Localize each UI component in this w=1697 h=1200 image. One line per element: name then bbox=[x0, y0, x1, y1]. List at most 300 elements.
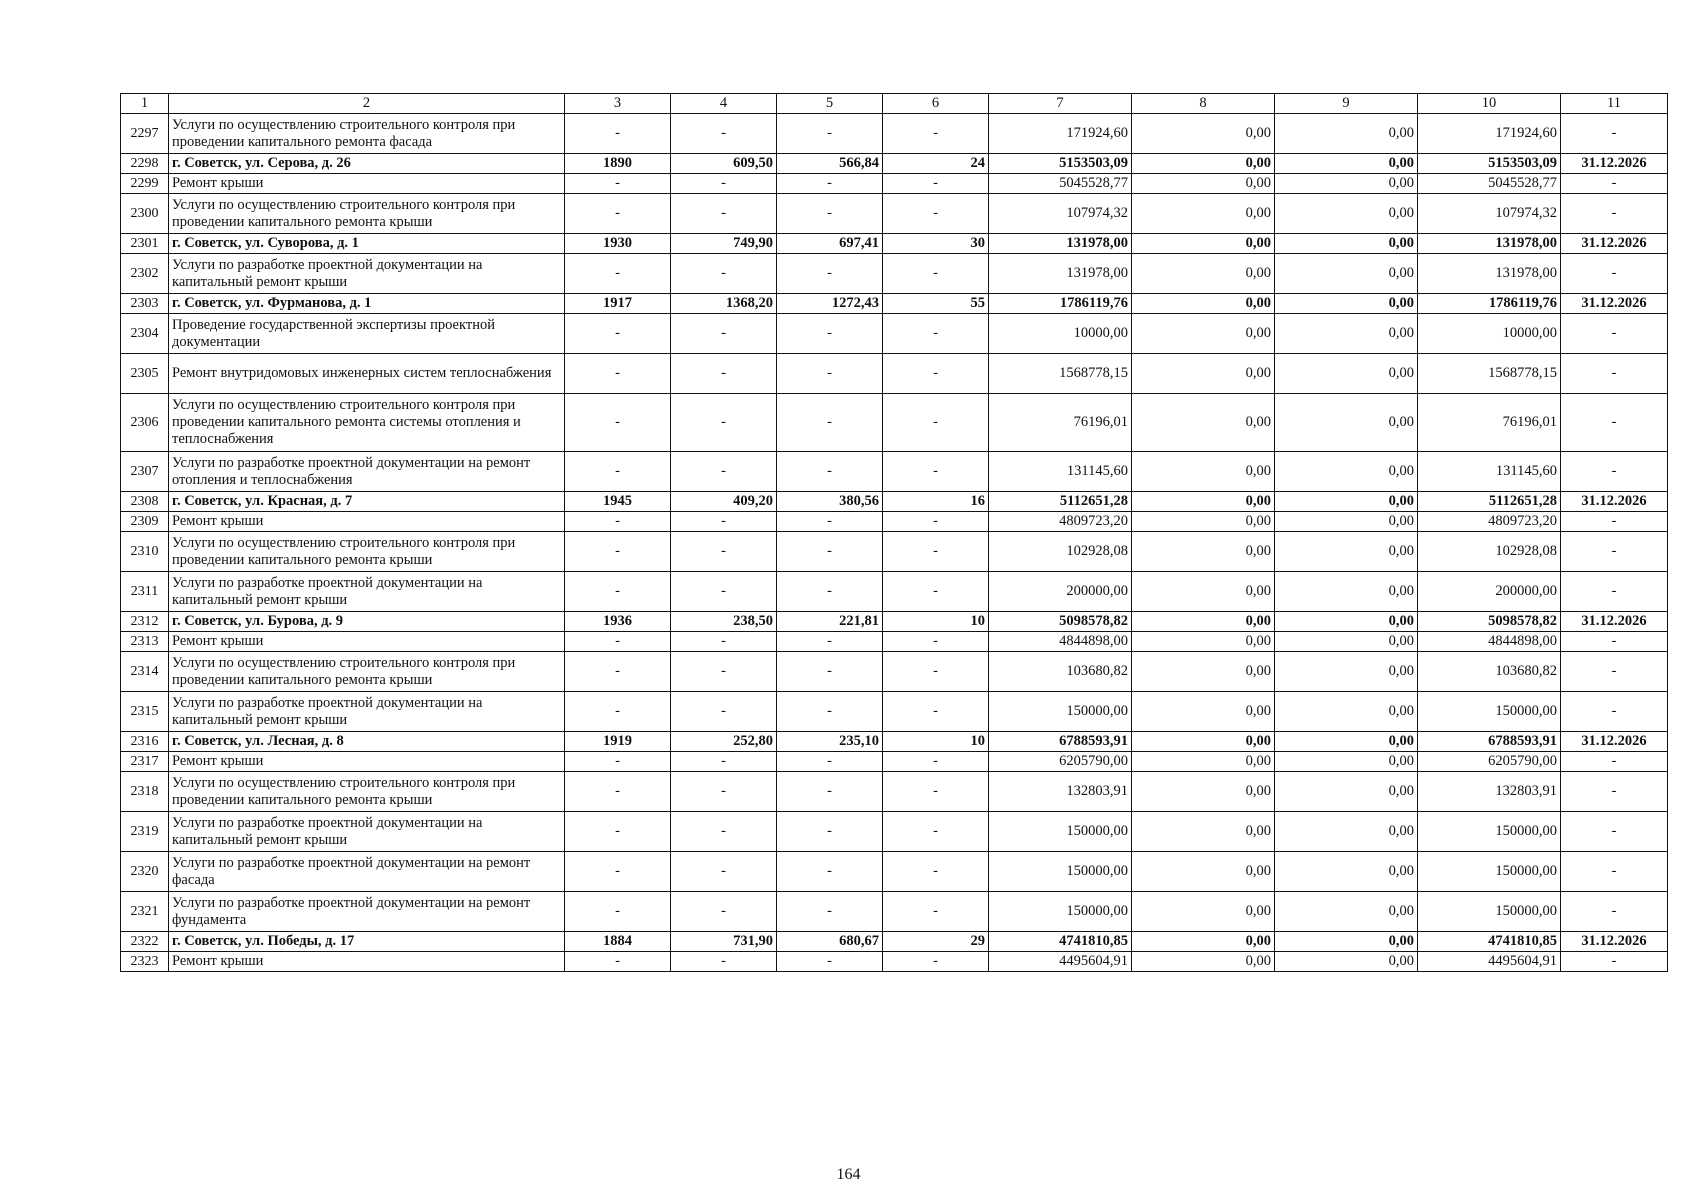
value-cell: - bbox=[777, 812, 883, 852]
amount-cell: 76196,01 bbox=[1418, 394, 1561, 452]
column-number: 7 bbox=[989, 94, 1132, 114]
column-number: 1 bbox=[121, 94, 169, 114]
row-number: 2321 bbox=[121, 892, 169, 932]
amount-cell: 0,00 bbox=[1275, 234, 1418, 254]
year-cell: - bbox=[565, 692, 671, 732]
value-cell: - bbox=[777, 314, 883, 354]
amount-cell: 5112651,28 bbox=[1418, 492, 1561, 512]
amount-cell: 150000,00 bbox=[989, 852, 1132, 892]
address-cell: г. Советск, ул. Суворова, д. 1 bbox=[169, 234, 565, 254]
deadline-cell: 31.12.2026 bbox=[1561, 732, 1668, 752]
amount-cell: 0,00 bbox=[1275, 572, 1418, 612]
value-cell: - bbox=[671, 812, 777, 852]
value-cell: - bbox=[777, 692, 883, 732]
amount-cell: 0,00 bbox=[1132, 632, 1275, 652]
deadline-cell: - bbox=[1561, 114, 1668, 154]
column-number: 10 bbox=[1418, 94, 1561, 114]
work-item-row bbox=[121, 772, 1668, 812]
work-description-cell: Услуги по осуществлению строительного контроля при проведении капитального ремонта крыши bbox=[169, 652, 565, 692]
amount-cell: 0,00 bbox=[1132, 772, 1275, 812]
amount-cell: 76196,01 bbox=[989, 394, 1132, 452]
deadline-cell: 31.12.2026 bbox=[1561, 234, 1668, 254]
amount-cell: 6788593,91 bbox=[989, 732, 1132, 752]
amount-cell: 0,00 bbox=[1275, 852, 1418, 892]
amount-cell: 0,00 bbox=[1132, 752, 1275, 772]
year-cell: - bbox=[565, 114, 671, 154]
year-cell: 1919 bbox=[565, 732, 671, 752]
work-item-row bbox=[121, 314, 1668, 354]
value-cell: - bbox=[883, 572, 989, 612]
address-cell: г. Советск, ул. Бурова, д. 9 bbox=[169, 612, 565, 632]
column-number: 9 bbox=[1275, 94, 1418, 114]
address-cell: г. Советск, ул. Красная, д. 7 bbox=[169, 492, 565, 512]
value-cell: - bbox=[883, 254, 989, 294]
amount-cell: 4741810,85 bbox=[1418, 932, 1561, 952]
amount-cell: 0,00 bbox=[1275, 492, 1418, 512]
address-row bbox=[121, 234, 1668, 254]
row-number: 2305 bbox=[121, 354, 169, 394]
value-cell: 380,56 bbox=[777, 492, 883, 512]
row-number: 2300 bbox=[121, 194, 169, 234]
address-row bbox=[121, 932, 1668, 952]
amount-cell: 200000,00 bbox=[989, 572, 1132, 612]
value-cell: - bbox=[671, 752, 777, 772]
amount-cell: 0,00 bbox=[1132, 572, 1275, 612]
value-cell: - bbox=[671, 852, 777, 892]
year-cell: - bbox=[565, 532, 671, 572]
year-cell: 1936 bbox=[565, 612, 671, 632]
amount-cell: 0,00 bbox=[1132, 452, 1275, 492]
amount-cell: 107974,32 bbox=[1418, 194, 1561, 234]
work-item-row bbox=[121, 394, 1668, 452]
value-cell: - bbox=[671, 652, 777, 692]
work-item-row bbox=[121, 194, 1668, 234]
amount-cell: 5045528,77 bbox=[989, 174, 1132, 194]
value-cell: 609,50 bbox=[671, 154, 777, 174]
amount-cell: 4495604,91 bbox=[1418, 952, 1561, 972]
row-number: 2318 bbox=[121, 772, 169, 812]
amount-cell: 0,00 bbox=[1132, 612, 1275, 632]
row-number: 2311 bbox=[121, 572, 169, 612]
work-description-cell: Услуги по разработке проектной документации на ремонт фасада bbox=[169, 852, 565, 892]
row-number: 2304 bbox=[121, 314, 169, 354]
deadline-cell: - bbox=[1561, 394, 1668, 452]
amount-cell: 0,00 bbox=[1275, 632, 1418, 652]
value-cell: - bbox=[671, 692, 777, 732]
work-item-row bbox=[121, 254, 1668, 294]
amount-cell: 0,00 bbox=[1132, 294, 1275, 314]
value-cell: - bbox=[671, 174, 777, 194]
amount-cell: 0,00 bbox=[1275, 154, 1418, 174]
amount-cell: 4741810,85 bbox=[989, 932, 1132, 952]
value-cell: 238,50 bbox=[671, 612, 777, 632]
amount-cell: 6205790,00 bbox=[989, 752, 1132, 772]
amount-cell: 0,00 bbox=[1275, 612, 1418, 632]
column-number: 11 bbox=[1561, 94, 1668, 114]
amount-cell: 107974,32 bbox=[989, 194, 1132, 234]
row-number: 2320 bbox=[121, 852, 169, 892]
row-number: 2316 bbox=[121, 732, 169, 752]
row-number: 2302 bbox=[121, 254, 169, 294]
row-number: 2322 bbox=[121, 932, 169, 952]
year-cell: - bbox=[565, 652, 671, 692]
amount-cell: 5098578,82 bbox=[989, 612, 1132, 632]
work-item-row bbox=[121, 812, 1668, 852]
value-cell: 252,80 bbox=[671, 732, 777, 752]
work-item-row bbox=[121, 354, 1668, 394]
row-number: 2303 bbox=[121, 294, 169, 314]
value-cell: - bbox=[883, 452, 989, 492]
value-cell: - bbox=[671, 632, 777, 652]
work-item-row bbox=[121, 652, 1668, 692]
deadline-cell: 31.12.2026 bbox=[1561, 612, 1668, 632]
deadline-cell: 31.12.2026 bbox=[1561, 492, 1668, 512]
amount-cell: 0,00 bbox=[1132, 692, 1275, 732]
deadline-cell: - bbox=[1561, 952, 1668, 972]
row-number: 2319 bbox=[121, 812, 169, 852]
work-description-cell: Услуги по осуществлению строительного контроля при проведении капитального ремонта крыши bbox=[169, 532, 565, 572]
value-cell: 29 bbox=[883, 932, 989, 952]
row-number: 2298 bbox=[121, 154, 169, 174]
value-cell: - bbox=[671, 572, 777, 612]
amount-cell: 0,00 bbox=[1132, 194, 1275, 234]
row-number: 2297 bbox=[121, 114, 169, 154]
row-number: 2313 bbox=[121, 632, 169, 652]
amount-cell: 150000,00 bbox=[1418, 852, 1561, 892]
amount-cell: 1568778,15 bbox=[989, 354, 1132, 394]
amount-cell: 5098578,82 bbox=[1418, 612, 1561, 632]
value-cell: - bbox=[883, 114, 989, 154]
deadline-cell: - bbox=[1561, 314, 1668, 354]
value-cell: - bbox=[671, 114, 777, 154]
work-item-row bbox=[121, 632, 1668, 652]
deadline-cell: - bbox=[1561, 452, 1668, 492]
amount-cell: 0,00 bbox=[1275, 812, 1418, 852]
amount-cell: 4844898,00 bbox=[989, 632, 1132, 652]
value-cell: - bbox=[671, 452, 777, 492]
value-cell: 10 bbox=[883, 612, 989, 632]
value-cell: - bbox=[671, 194, 777, 234]
work-item-row bbox=[121, 114, 1668, 154]
year-cell: - bbox=[565, 572, 671, 612]
amount-cell: 0,00 bbox=[1275, 294, 1418, 314]
amount-cell: 10000,00 bbox=[989, 314, 1132, 354]
value-cell: - bbox=[777, 952, 883, 972]
row-number: 2323 bbox=[121, 952, 169, 972]
value-cell: - bbox=[777, 512, 883, 532]
address-row bbox=[121, 492, 1668, 512]
deadline-cell: - bbox=[1561, 652, 1668, 692]
deadline-cell: 31.12.2026 bbox=[1561, 154, 1668, 174]
address-row bbox=[121, 732, 1668, 752]
amount-cell: 0,00 bbox=[1132, 812, 1275, 852]
work-description-cell: Ремонт крыши bbox=[169, 174, 565, 194]
amount-cell: 0,00 bbox=[1275, 532, 1418, 572]
work-schedule-table bbox=[120, 93, 1668, 972]
amount-cell: 0,00 bbox=[1132, 154, 1275, 174]
amount-cell: 4495604,91 bbox=[989, 952, 1132, 972]
year-cell: - bbox=[565, 314, 671, 354]
year-cell: 1884 bbox=[565, 932, 671, 952]
amount-cell: 0,00 bbox=[1132, 354, 1275, 394]
column-number-row bbox=[121, 94, 1668, 114]
amount-cell: 0,00 bbox=[1275, 194, 1418, 234]
year-cell: - bbox=[565, 632, 671, 652]
amount-cell: 0,00 bbox=[1275, 952, 1418, 972]
amount-cell: 150000,00 bbox=[1418, 692, 1561, 732]
value-cell: - bbox=[883, 512, 989, 532]
amount-cell: 131978,00 bbox=[1418, 254, 1561, 294]
value-cell: - bbox=[671, 952, 777, 972]
amount-cell: 1786119,76 bbox=[1418, 294, 1561, 314]
amount-cell: 0,00 bbox=[1275, 772, 1418, 812]
amount-cell: 0,00 bbox=[1275, 732, 1418, 752]
value-cell: - bbox=[883, 952, 989, 972]
row-number: 2315 bbox=[121, 692, 169, 732]
work-description-cell: Ремонт крыши bbox=[169, 512, 565, 532]
amount-cell: 171924,60 bbox=[1418, 114, 1561, 154]
value-cell: - bbox=[777, 114, 883, 154]
deadline-cell: - bbox=[1561, 892, 1668, 932]
amount-cell: 0,00 bbox=[1132, 394, 1275, 452]
value-cell: - bbox=[883, 194, 989, 234]
year-cell: - bbox=[565, 812, 671, 852]
amount-cell: 171924,60 bbox=[989, 114, 1132, 154]
work-description-cell: Ремонт крыши bbox=[169, 632, 565, 652]
amount-cell: 0,00 bbox=[1275, 394, 1418, 452]
value-cell: - bbox=[883, 892, 989, 932]
amount-cell: 4844898,00 bbox=[1418, 632, 1561, 652]
work-description-cell: Услуги по разработке проектной документации на капитальный ремонт крыши bbox=[169, 692, 565, 732]
value-cell: 221,81 bbox=[777, 612, 883, 632]
value-cell: - bbox=[883, 812, 989, 852]
deadline-cell: - bbox=[1561, 174, 1668, 194]
value-cell: - bbox=[671, 354, 777, 394]
work-item-row bbox=[121, 692, 1668, 732]
amount-cell: 102928,08 bbox=[1418, 532, 1561, 572]
amount-cell: 0,00 bbox=[1132, 532, 1275, 572]
address-row bbox=[121, 294, 1668, 314]
value-cell: 55 bbox=[883, 294, 989, 314]
work-description-cell: Услуги по разработке проектной документации на капитальный ремонт крыши bbox=[169, 812, 565, 852]
value-cell: - bbox=[777, 174, 883, 194]
amount-cell: 0,00 bbox=[1132, 892, 1275, 932]
value-cell: 1272,43 bbox=[777, 294, 883, 314]
value-cell: - bbox=[777, 254, 883, 294]
amount-cell: 150000,00 bbox=[1418, 892, 1561, 932]
amount-cell: 0,00 bbox=[1132, 932, 1275, 952]
value-cell: - bbox=[883, 314, 989, 354]
row-number: 2306 bbox=[121, 394, 169, 452]
value-cell: - bbox=[777, 394, 883, 452]
work-item-row bbox=[121, 952, 1668, 972]
value-cell: 30 bbox=[883, 234, 989, 254]
amount-cell: 0,00 bbox=[1132, 254, 1275, 294]
work-item-row bbox=[121, 752, 1668, 772]
amount-cell: 0,00 bbox=[1275, 314, 1418, 354]
page-number: 164 bbox=[836, 1166, 861, 1183]
amount-cell: 150000,00 bbox=[989, 692, 1132, 732]
amount-cell: 0,00 bbox=[1275, 452, 1418, 492]
amount-cell: 131978,00 bbox=[1418, 234, 1561, 254]
work-description-cell: Услуги по разработке проектной документации на капитальный ремонт крыши bbox=[169, 254, 565, 294]
value-cell: - bbox=[671, 314, 777, 354]
amount-cell: 150000,00 bbox=[989, 892, 1132, 932]
value-cell: 10 bbox=[883, 732, 989, 752]
amount-cell: 5045528,77 bbox=[1418, 174, 1561, 194]
amount-cell: 4809723,20 bbox=[989, 512, 1132, 532]
year-cell: - bbox=[565, 852, 671, 892]
work-item-row bbox=[121, 532, 1668, 572]
value-cell: 566,84 bbox=[777, 154, 883, 174]
deadline-cell: 31.12.2026 bbox=[1561, 294, 1668, 314]
column-number: 5 bbox=[777, 94, 883, 114]
value-cell: - bbox=[777, 354, 883, 394]
amount-cell: 132803,91 bbox=[1418, 772, 1561, 812]
value-cell: 24 bbox=[883, 154, 989, 174]
amount-cell: 0,00 bbox=[1132, 234, 1275, 254]
value-cell: - bbox=[883, 394, 989, 452]
row-number: 2317 bbox=[121, 752, 169, 772]
amount-cell: 131145,60 bbox=[989, 452, 1132, 492]
value-cell: - bbox=[777, 752, 883, 772]
deadline-cell: - bbox=[1561, 692, 1668, 732]
deadline-cell: - bbox=[1561, 354, 1668, 394]
year-cell: - bbox=[565, 952, 671, 972]
work-description-cell: Ремонт крыши bbox=[169, 952, 565, 972]
value-cell: - bbox=[883, 174, 989, 194]
work-description-cell: Услуги по разработке проектной документации на капитальный ремонт крыши bbox=[169, 572, 565, 612]
address-cell: г. Советск, ул. Серова, д. 26 bbox=[169, 154, 565, 174]
year-cell: - bbox=[565, 772, 671, 812]
amount-cell: 131145,60 bbox=[1418, 452, 1561, 492]
value-cell: - bbox=[883, 852, 989, 892]
work-description-cell: Услуги по осуществлению строительного контроля при проведении капитального ремонта системы отопления и теплоснабжения bbox=[169, 394, 565, 452]
year-cell: - bbox=[565, 512, 671, 532]
value-cell: - bbox=[671, 254, 777, 294]
amount-cell: 0,00 bbox=[1275, 892, 1418, 932]
value-cell: - bbox=[883, 354, 989, 394]
amount-cell: 103680,82 bbox=[989, 652, 1132, 692]
year-cell: 1890 bbox=[565, 154, 671, 174]
value-cell: - bbox=[777, 632, 883, 652]
address-row bbox=[121, 154, 1668, 174]
value-cell: 697,41 bbox=[777, 234, 883, 254]
amount-cell: 0,00 bbox=[1132, 512, 1275, 532]
amount-cell: 0,00 bbox=[1275, 652, 1418, 692]
work-description-cell: Услуги по осуществлению строительного контроля при проведении капитального ремонта крыши bbox=[169, 772, 565, 812]
amount-cell: 5112651,28 bbox=[989, 492, 1132, 512]
work-description-cell: Проведение государственной экспертизы проектной документации bbox=[169, 314, 565, 354]
row-number: 2314 bbox=[121, 652, 169, 692]
column-number: 4 bbox=[671, 94, 777, 114]
amount-cell: 5153503,09 bbox=[1418, 154, 1561, 174]
year-cell: 1930 bbox=[565, 234, 671, 254]
work-item-row bbox=[121, 852, 1668, 892]
value-cell: - bbox=[883, 652, 989, 692]
work-item-row bbox=[121, 572, 1668, 612]
deadline-cell: - bbox=[1561, 632, 1668, 652]
work-item-row bbox=[121, 892, 1668, 932]
amount-cell: 1786119,76 bbox=[989, 294, 1132, 314]
amount-cell: 0,00 bbox=[1132, 314, 1275, 354]
value-cell: 16 bbox=[883, 492, 989, 512]
amount-cell: 0,00 bbox=[1132, 652, 1275, 692]
value-cell: - bbox=[777, 772, 883, 812]
amount-cell: 1568778,15 bbox=[1418, 354, 1561, 394]
address-cell: г. Советск, ул. Лесная, д. 8 bbox=[169, 732, 565, 752]
amount-cell: 150000,00 bbox=[1418, 812, 1561, 852]
work-description-cell: Ремонт крыши bbox=[169, 752, 565, 772]
amount-cell: 0,00 bbox=[1275, 174, 1418, 194]
amount-cell: 0,00 bbox=[1132, 174, 1275, 194]
year-cell: - bbox=[565, 174, 671, 194]
deadline-cell: 31.12.2026 bbox=[1561, 932, 1668, 952]
amount-cell: 0,00 bbox=[1275, 752, 1418, 772]
amount-cell: 5153503,09 bbox=[989, 154, 1132, 174]
deadline-cell: - bbox=[1561, 812, 1668, 852]
value-cell: - bbox=[883, 532, 989, 572]
amount-cell: 0,00 bbox=[1275, 354, 1418, 394]
value-cell: - bbox=[883, 692, 989, 732]
value-cell: - bbox=[883, 632, 989, 652]
column-number: 3 bbox=[565, 94, 671, 114]
deadline-cell: - bbox=[1561, 852, 1668, 892]
value-cell: - bbox=[777, 452, 883, 492]
deadline-cell: - bbox=[1561, 512, 1668, 532]
year-cell: - bbox=[565, 892, 671, 932]
year-cell: - bbox=[565, 254, 671, 294]
value-cell: - bbox=[777, 652, 883, 692]
value-cell: - bbox=[671, 512, 777, 532]
amount-cell: 131978,00 bbox=[989, 234, 1132, 254]
row-number: 2299 bbox=[121, 174, 169, 194]
address-cell: г. Советск, ул. Фурманова, д. 1 bbox=[169, 294, 565, 314]
deadline-cell: - bbox=[1561, 532, 1668, 572]
amount-cell: 0,00 bbox=[1132, 732, 1275, 752]
column-number: 8 bbox=[1132, 94, 1275, 114]
year-cell: - bbox=[565, 194, 671, 234]
deadline-cell: - bbox=[1561, 772, 1668, 812]
year-cell: - bbox=[565, 752, 671, 772]
column-number: 6 bbox=[883, 94, 989, 114]
amount-cell: 150000,00 bbox=[989, 812, 1132, 852]
value-cell: - bbox=[671, 772, 777, 812]
amount-cell: 0,00 bbox=[1132, 492, 1275, 512]
amount-cell: 0,00 bbox=[1275, 512, 1418, 532]
address-cell: г. Советск, ул. Победы, д. 17 bbox=[169, 932, 565, 952]
amount-cell: 0,00 bbox=[1275, 254, 1418, 294]
work-description-cell: Услуги по осуществлению строительного контроля при проведении капитального ремонта крыши bbox=[169, 194, 565, 234]
deadline-cell: - bbox=[1561, 572, 1668, 612]
row-number: 2312 bbox=[121, 612, 169, 632]
amount-cell: 103680,82 bbox=[1418, 652, 1561, 692]
amount-cell: 0,00 bbox=[1275, 114, 1418, 154]
row-number: 2308 bbox=[121, 492, 169, 512]
amount-cell: 132803,91 bbox=[989, 772, 1132, 812]
column-number: 2 bbox=[169, 94, 565, 114]
year-cell: - bbox=[565, 452, 671, 492]
work-description-cell: Услуги по разработке проектной документации на ремонт отопления и теплоснабжения bbox=[169, 452, 565, 492]
deadline-cell: - bbox=[1561, 194, 1668, 234]
work-item-row bbox=[121, 452, 1668, 492]
value-cell: - bbox=[777, 892, 883, 932]
row-number: 2301 bbox=[121, 234, 169, 254]
year-cell: 1917 bbox=[565, 294, 671, 314]
address-row bbox=[121, 612, 1668, 632]
amount-cell: 4809723,20 bbox=[1418, 512, 1561, 532]
value-cell: - bbox=[883, 752, 989, 772]
